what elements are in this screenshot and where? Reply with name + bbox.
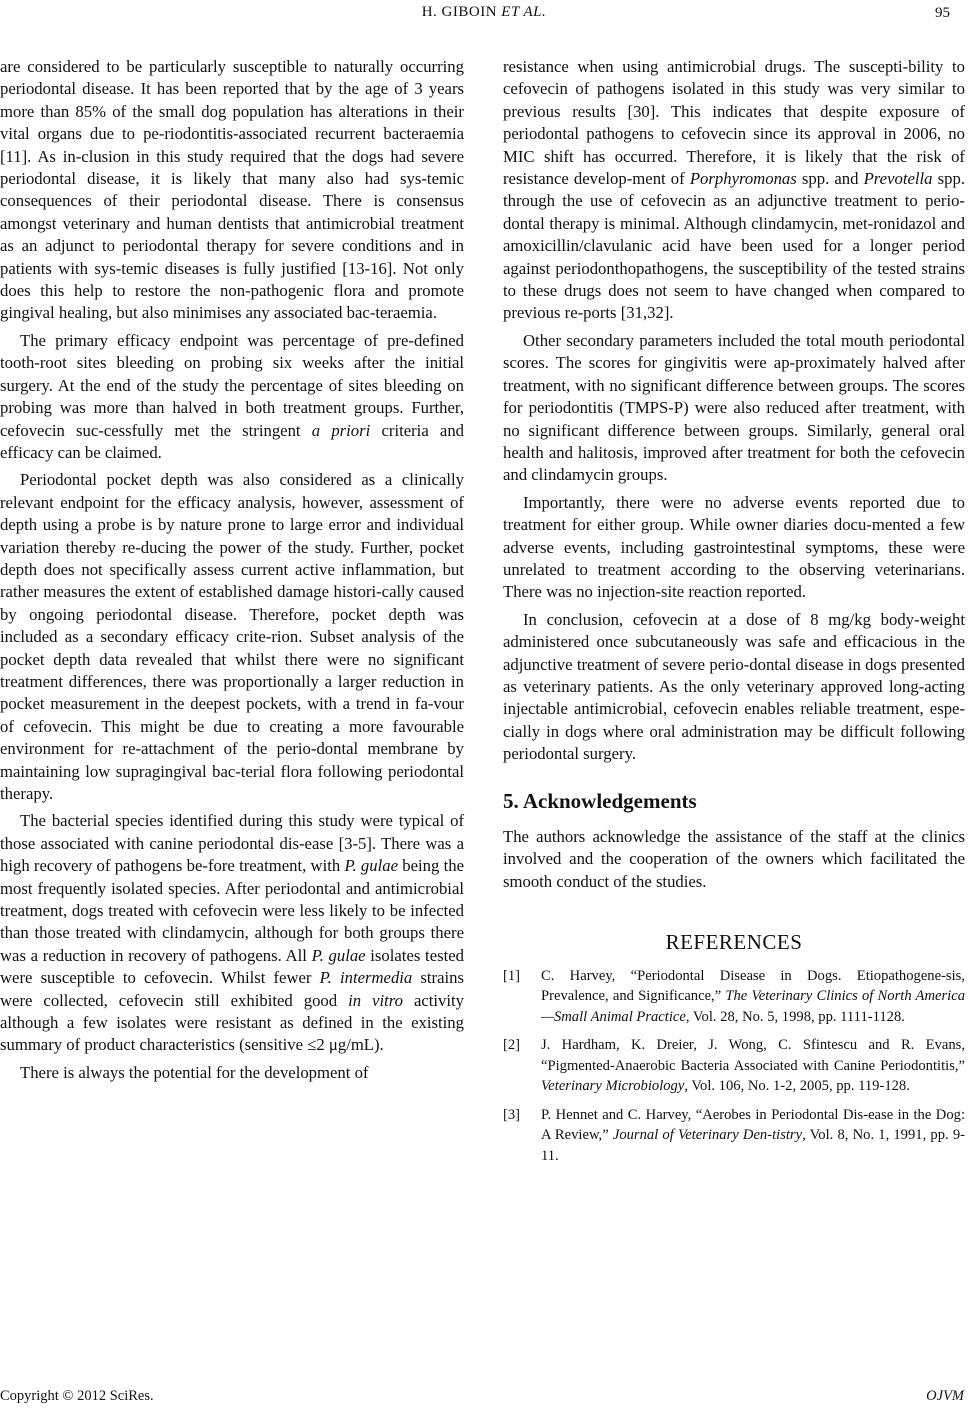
reference-text: C. Harvey, “Periodontal Disease in Dogs. Etiopathogene-sis, Prevalence, and Significance,” The Veterinary Clinics of North America—Small Animal Practice, Vol. 28, No. 5, 1998, pp. 1111-1128. [541,967,965,1025]
paragraph: The authors acknowledge the assistance of the staff at the clinics involved and the cooperation of the owners which facilitated the smooth conduct of the studies. [503,827,965,891]
page-number: 95 [935,5,950,21]
right-column [503,56,965,1174]
copyright-notice: Copyright © 2012 SciRes. [0,1388,154,1404]
reference-text: P. Hennet and C. Harvey, “Aerobes in Periodontal Dis-ease in the Dog: A Review,” Journal of Veterinary Den-tistry, Vol. 8, No. 1, 1991, pp. 9-11. [541,1106,965,1164]
journal-abbreviation: OJVM [926,1388,964,1404]
reference-item [503,1105,965,1167]
page-header [0,4,968,24]
reference-item [503,966,965,1028]
paragraph: There is always the potential for the development of [20,1062,369,1082]
paragraph: resistance when using antimicrobial drugs. The suscepti-bility to cefovecin of pathogens isolated in this study was very similar to previous results [30]. This indicates that despite exposure of periodontal pathogens to cefovecin since its approval in 2006, no MIC shift has occurred. Therefore, it is likely that the risk of resistance develop-ment of Porphyromonas spp. and Prevotella spp. through the use of cefovecin as an adjunctive treatment to perio-dontal therapy is minimal. Although clindamycin, met-ronidazol and amoxicillin/clavulanic acid have been used for a longer period against periodonthopathogens, the susceptibility of the tested strains to these drugs does not seem to have changed when compared to previous re-ports [31,32]. [503,57,965,323]
paragraph: In conclusion, cefovecin at a dose of 8 mg/kg body-weight administered once subcutaneously was safe and efficacious in the adjunctive treatment of severe perio-dontal disease in dogs presented as veterinary patients. As the only veterinary approved long-acting injectable antimicrobial, cefovecin enables reliable treatment, espe-cially in dogs where oral administration may be difficult following periodontal surgery. [503,609,965,764]
running-head-etal: ET AL. [501,4,547,20]
paragraph: The primary efficacy endpoint was percentage of pre-defined tooth-root sites bleeding on probing six weeks after the initial surgery. At the end of the study the percentage of sites bleeding on probing was more than halved in both treatment groups. Further, cefovecin suc-cessfully met the stringent a priori criteria and efficacy can be claimed. [0,330,465,462]
reference-number: [2] [503,1037,521,1054]
reference-text: J. Hardham, K. Dreier, J. Wong, C. Sfintescu and R. Evans, “Pigmented-Anaerobic Bacteria Associated with Canine Periodontitis,” Veterinary Microbiology, Vol. 106, No. 1-2, 2005, pp. 119-128. [541,1037,965,1095]
page-footer [0,1388,968,1408]
reference-number: [3] [503,1106,521,1123]
paragraph: Periodontal pocket depth was also considered as a clinically relevant endpoint for the efficacy analysis, however, assessment of depth using a probe is by nature prone to large error and individual variation thereby re-ducing the power of the study. Further, pocket depth does not specifically assess current active inflammation, but rather measures the extent of established damage histori-cally caused by ongoing periodontal disease. Therefore, pocket depth was included as a secondary efficacy crite-rion. Subset analysis of the pocket depth data revealed that whilst there were no significant treatment differences, there was proportionally a larger reduction in pocket measurement in the deepest pockets, with a trend in fa-vour of cefovecin. This might be due to creating a more favourable environment for re-attachment of the perio-dontal membrane by maintaining low supragingival bac-terial flora following periodontal therapy. [0,470,464,803]
running-head [0,4,968,21]
paragraph: Importantly, there were no adverse events reported due to treatment for either group. While owner diaries docu-mented a few adverse events, including gastrointestinal symptoms, these were unrelated to treatment according to the observing veterinarians. There was no injection-site reaction reported. [503,492,965,602]
paragraph: are considered to be particularly susceptible to naturally occurring periodontal disease. It has been reported that by the age of 3 years more than 85% of the small dog population has alterations in their vital organs due to pe-riodontitis-associated recurrent bacteraemia [11]. As in-clusion in this study required that the dogs had severe periodontal disease, it is likely that many also had sys-temic consequences of their periodontal disease. There is consensus amongst veterinary and human dentists that antimicrobial treatment as an adjunct to periodontal therapy for severe conditions and in patients with sys-temic diseases is fully justified [13-16]. Not only does this help to restore the non-pathogenic flora and promote gingival healing, but also minimises any associated bac-teraemia. [0,57,464,323]
references-heading: REFERENCES [665,930,803,955]
left-column [0,56,464,1089]
reference-number: [1] [503,967,521,984]
running-head-author: H. GIBOIN [421,4,498,20]
paragraph: Other secondary parameters included the total mouth periodontal scores. The scores for gingivitis were ap-proximately halved after treatment, with no significant difference between groups. The scores for periodontitis (TMPS-P) were also reduced after treatment, with no significant difference between groups. Similarly, general oral health and halitosis, improved after treatment for both the cefovecin and clindamycin groups. [503,330,965,485]
reference-item [503,1035,965,1097]
paragraph: The bacterial species identified during this study were typical of those associated with canine periodontal dis-ease [3-5]. There was a high recovery of pathogens be-fore treatment, with P. gulae being the most frequently isolated species. After periodontal and antimicrobial treatment, dogs treated with cefovecin were less likely to be infected than those treated with clindamycin, although for both groups there was a reduction in recovery of pathogens. All P. gulae isolates tested were susceptible to cefovecin. Whilst fewer P. intermedia strains were collected, cefovecin still exhibited good in vitro activity although a few isolates were resistant as defined in the existing summary of product characteristics (sensitive ≤2 μg/mL). [0,811,464,1055]
section-heading: 5. Acknowledgements [503,788,697,813]
